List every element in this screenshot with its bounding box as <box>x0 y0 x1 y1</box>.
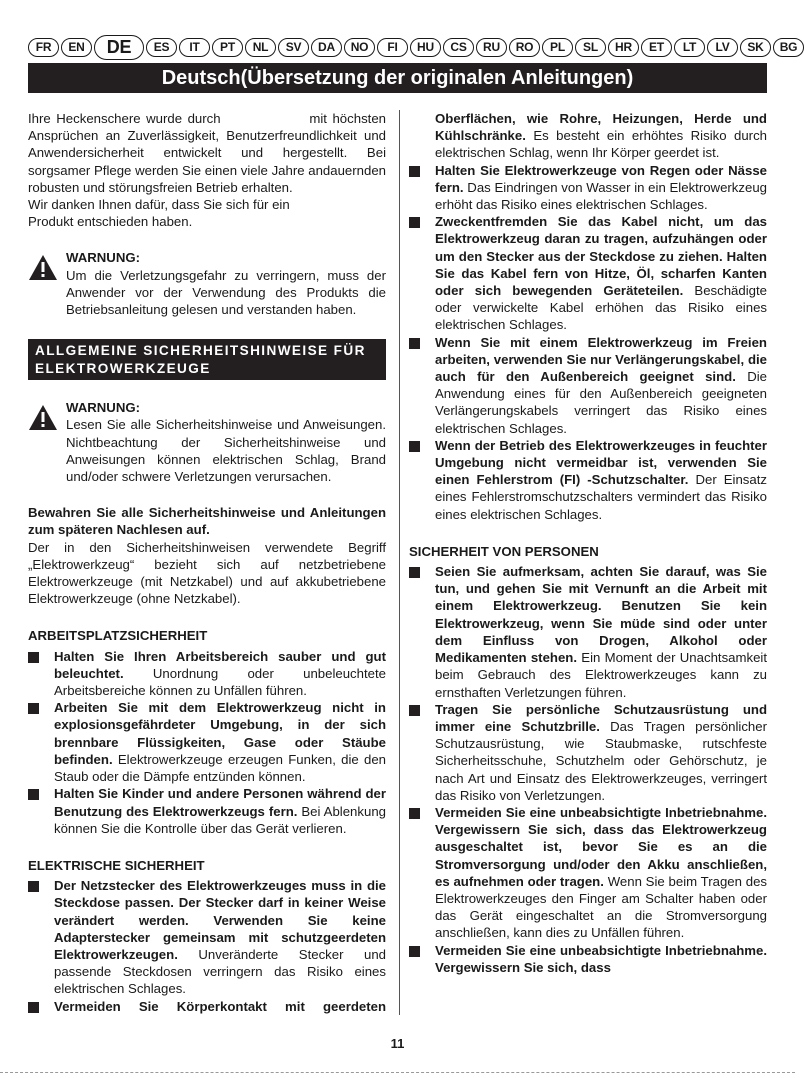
language-pill: PL <box>542 38 573 57</box>
language-pill: DA <box>311 38 342 57</box>
bullet-item <box>409 162 767 214</box>
bullet-square-icon <box>409 213 435 333</box>
section-heading-workplace: ARBEITSPLATZSICHERHEIT <box>28 628 208 644</box>
page-number: 11 <box>390 1036 405 1051</box>
bullet-bold-text: Seien Sie aufmerksam, achten Sie darauf, was Sie tun, und gehen Sie mit Vernunft an die Arbeit mit einem Elektrowerkzeug. Benutzen Sie kein Elektrowerkzeug, wenn Sie müde sind oder unter dem Einfluss von Drogen, Alkohol oder Medikamenten stehen. <box>435 564 767 666</box>
column-divider <box>399 110 400 1015</box>
warning-text: Lesen Sie alle Sicherheitshinweise und Anweisungen. Nichtbeachtung der Sicherheitshinweise und Anweisungen können elektrischen Schlag, Brand und/oder schwere Verletzungen verursachen. <box>66 417 386 485</box>
bullet-item-continued <box>409 110 767 162</box>
bullet-item <box>409 563 767 701</box>
language-pill: SL <box>575 38 606 57</box>
language-pill: SK <box>740 38 771 57</box>
section-heading-electrical: ELEKTRISCHE SICHERHEIT <box>28 857 205 873</box>
bullet-item <box>28 998 386 1015</box>
warning-triangle-icon <box>28 399 66 485</box>
language-pill: EN <box>61 38 92 57</box>
bullet-square-icon <box>28 998 54 1015</box>
bullet-bold-text: Halten Sie Kinder und andere Personen während der Benutzung des Elektrowerkzeugs fern. <box>54 786 386 819</box>
bullet-item <box>28 785 386 837</box>
bullet-text: Unordnung oder unbeleuchtete Arbeitsbereiche können zu Unfällen führen. <box>54 665 386 699</box>
left-column <box>28 110 390 1015</box>
bullet-bold-text: Halten Sie Ihren Arbeitsbereich sauber und gut beleuchtet. <box>54 648 386 681</box>
bullet-text: Beschädigte oder verwickelte Kabel erhöhen das Risiko eines elektrischen Schlages. <box>435 283 767 333</box>
bullet-square-icon <box>409 804 435 942</box>
bullet-bold-text: Oberflächen, wie Rohre, Heizungen, Herde und Kühlschränke. <box>435 111 767 144</box>
language-pill: HR <box>608 38 639 57</box>
language-pill: BG <box>773 38 804 57</box>
bullet-bold-text: Wenn der Betrieb des Elektrowerkzeuges in feuchter Umgebung nicht vermeidbar ist, verwenden Sie einen Fehlerstrom (FI) -Schutzschalter. <box>435 437 767 488</box>
bullet-square-icon <box>409 563 435 701</box>
bullet-square-icon <box>409 334 435 437</box>
bullet-text: Wenn Sie beim Tragen des Elektrowerkzeuges den Finger am Schalter haben oder das Gerät eingeschaltet an die Stromversorgung anschließen, kann dies zu Unfällen führen. <box>435 873 767 941</box>
language-pill: NL <box>245 38 276 57</box>
bullet-square-icon <box>28 877 54 997</box>
warning-block-2 <box>28 399 386 485</box>
language-pill: NO <box>344 38 375 57</box>
warning-triangle-icon <box>28 249 66 318</box>
personal-list <box>409 563 767 976</box>
bullet-bold-text: Vermeiden Sie eine unbeabsichtigte Inbetriebnahme. Vergewissern Sie sich, dass das Elektrowerkzeug ausgeschaltet ist, bevor Sie es an die Stromversorgung und/oder den Akku anschließen, es aufnehmen oder tragen. <box>435 804 767 889</box>
language-pill: SV <box>278 38 309 57</box>
keep-instructions-heading: Bewahren Sie alle Sicherheitshinweise und Anleitungen zum späteren Nachlesen auf. <box>28 505 386 538</box>
bullet-item <box>28 648 386 700</box>
bullet-bold-text: Der Netzstecker des Elektrowerkzeuges muss in die Steckdose passen. Der Stecker darf in keiner Weise verändert werden. Verwenden Sie keine Adapterstecker gemeinsam mit schutzgeerdeten Elektrowerkzeugen. <box>54 878 386 962</box>
language-pill: FR <box>28 38 59 57</box>
electrical-list <box>28 877 386 1015</box>
page-title: Deutsch(Übersetzung der originalen Anleitungen) <box>28 63 767 93</box>
language-pill: CS <box>443 38 474 57</box>
bullet-bold-text: Zweckentfremden Sie das Kabel nicht, um das Elektrowerkzeug daran zu tragen, aufzuhängen oder um den Stecker aus der Steckdose zu ziehen. Halten Sie das Kabel fern von Hitze, Öl, scharfen Kanten oder sich bewegenden Geräteteilen. <box>435 214 767 299</box>
language-pill: FI <box>377 38 408 57</box>
language-pill: ES <box>146 38 177 57</box>
language-pill: LV <box>707 38 738 57</box>
bullet-item <box>409 334 767 437</box>
bullet-text: Unveränderte Stecker und passende Steckdosen verringern das Risiko eines elektrischen Schlages. <box>54 946 386 997</box>
warning-text: Um die Verletzungsgefahr zu verringern, muss der Anwender vor der Verwendung des Produkts die Betriebsanleitung gelesen und verstanden haben. <box>66 267 386 318</box>
bullet-bold-text: Arbeiten Sie mit dem Elektrowerkzeug nicht in explosionsgefährdeter Umgebung, in der sich brennbare Flüssigkeiten, Gase oder Stäube befinden. <box>54 700 386 767</box>
bullet-text: Der Einsatz eines Fehlerstromschutzschalters vermindert das Risiko eines elektrischen Schlages. <box>435 472 767 522</box>
definition-paragraph: Der in den Sicherheitshinweisen verwendete Begriff „Elektrowerkzeug“ bezieht sich auf netzbetriebene Elektrowerkzeuge (mit Netzkabel) und auf akkubetriebene Elektrowerkzeuge (ohne Netzkabel). <box>28 539 386 607</box>
bullet-bold-text: Tragen Sie persönliche Schutzausrüstung und immer eine Schutzbrille. <box>435 701 767 734</box>
bullet-bold-text: Vermeiden Sie Körperkontakt mit geerdeten <box>54 998 386 1014</box>
bullet-square-icon <box>409 701 435 804</box>
language-selector <box>28 34 798 60</box>
language-pill: PT <box>212 38 243 57</box>
warning-block-1 <box>28 249 386 318</box>
bullet-item <box>409 942 767 976</box>
bullet-text: Die Anwendung eines für den Außenbereich geeigneten Verlängerungskabels verringert das Risiko eines elektrischen Schlages. <box>435 369 767 436</box>
language-pill: RO <box>509 38 540 57</box>
section-banner: ALLGEMEINE SICHERHEITSHINWEISE FÜR ELEKTROWERKZEUGE <box>28 339 386 380</box>
language-pill: LT <box>674 38 705 57</box>
workplace-list <box>28 648 386 837</box>
warning-title: WARNUNG: <box>66 400 140 416</box>
bullet-bold-text: Wenn Sie mit einem Elektrowerkzeug im Freien arbeiten, verwenden Sie nur Verlängerungskabel, die auch für den Außenbereich geeignet sind. <box>435 334 767 385</box>
bullet-square-icon <box>28 648 54 700</box>
bullet-item <box>409 804 767 942</box>
right-column <box>409 110 767 976</box>
bullet-bold-text: Halten Sie Elektrowerkzeuge von Regen oder Nässe fern. <box>435 162 767 195</box>
warning-title: WARNUNG: <box>66 250 140 266</box>
section-heading-personal: SICHERHEIT VON PERSONEN <box>409 543 599 559</box>
language-pill: HU <box>410 38 441 57</box>
page-bottom-rule <box>0 1072 795 1078</box>
bullet-text: Es besteht ein erhöhtes Risiko durch elektrischen Schlag, wenn Ihr Körper geerdet ist. <box>435 128 767 161</box>
language-pill: IT <box>179 38 210 57</box>
bullet-text: Elektrowerkzeuge erzeugen Funken, die den Staub oder die Dämpfe entzünden können. <box>54 751 386 785</box>
bullet-item <box>409 437 767 523</box>
language-pill: RU <box>476 38 507 57</box>
bullet-square-icon <box>28 699 54 785</box>
bullet-square-icon <box>28 785 54 837</box>
bullet-square-icon <box>409 162 435 214</box>
bullet-text: Das Tragen persönlicher Schutzausrüstung, wie Staubmaske, rutschfeste Sicherheitsschuhe, Schutzhelm oder Gehörschutz, je nach Art und Einsatz des Elektrowerkzeuges, verringert das Risiko von Verletzungen. <box>435 718 767 803</box>
bullet-text: Das Eindringen von Wasser in ein Elektrowerkzeug erhöht das Risiko eines elektrischen Schlages. <box>435 179 767 213</box>
intro-thanks-line2: Produkt entschieden haben. <box>28 214 193 230</box>
bullet-square-icon <box>409 942 435 976</box>
bullet-text: Ein Moment der Unachtsamkeit beim Gebrauch des Elektrowerkzeuges kann zu ernsthaften Verletzungen führen. <box>435 650 768 700</box>
bullet-item <box>409 213 767 333</box>
intro-paragraph: Ihre Heckenschere wurde durch mit höchsten Ansprüchen an Zuverlässigkeit, Benutzerfreundlichkeit und Anwendersicherheit entwickelt und hergestellt. Bei sorgsamer Pflege werden Sie einen viele Jahre andauernden robusten und störungsfreien Betrieb erhalten. <box>28 111 390 195</box>
language-pill: DE <box>94 35 144 60</box>
bullet-item <box>409 701 767 804</box>
bullet-square-icon <box>409 437 435 523</box>
bullet-item <box>28 699 386 785</box>
bullet-bold-text: Vermeiden Sie eine unbeabsichtigte Inbetriebnahme. Vergewissern Sie sich, dass <box>435 942 767 975</box>
language-pill: ET <box>641 38 672 57</box>
bullet-item <box>28 877 386 997</box>
bullet-text: Bei Ablenkung können Sie die Kontrolle über das Gerät verlieren. <box>54 803 386 836</box>
electrical-list-continued <box>409 110 767 523</box>
intro-thanks-line1: Wir danken Ihnen dafür, dass Sie sich für ein <box>28 197 290 213</box>
